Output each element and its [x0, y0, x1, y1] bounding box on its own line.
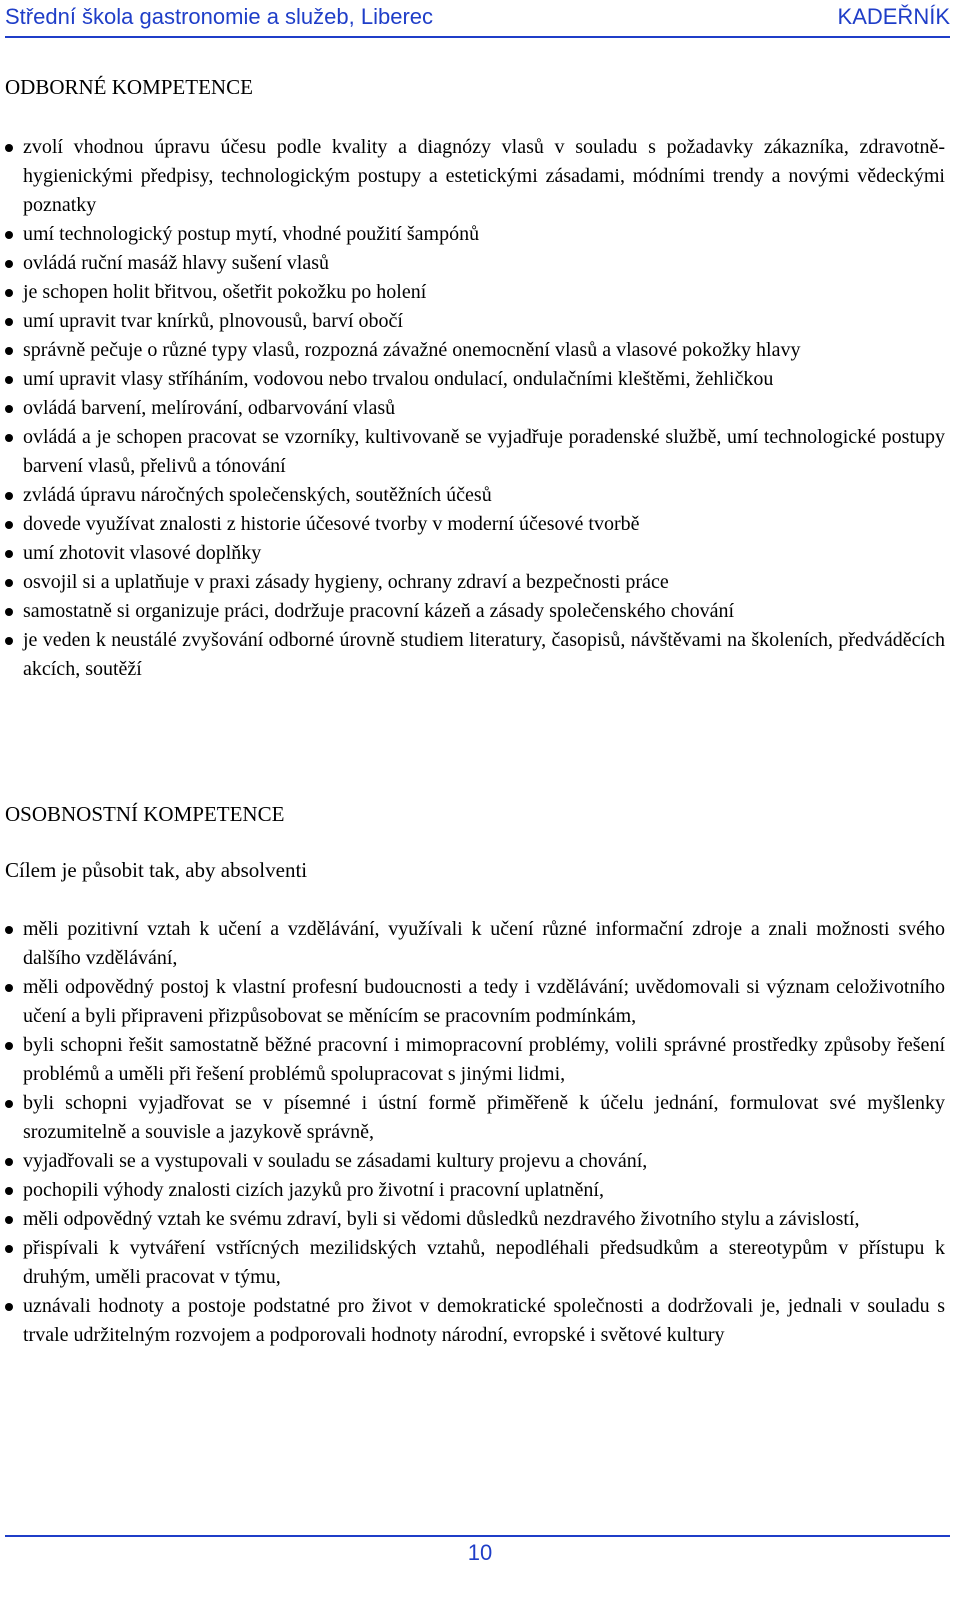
list-item: [0, 973, 945, 1031]
bullet-icon: [5, 492, 13, 500]
bullet-icon: [5, 1100, 13, 1108]
page-number: 10: [467, 1540, 493, 1565]
list-item-text: dovede využívat znalosti z historie účesové tvorby v moderní účesové tvorbě: [23, 513, 640, 535]
list-item: [0, 394, 945, 423]
list-item: [0, 539, 945, 568]
personal-list: [0, 915, 945, 1350]
list-item: [0, 915, 945, 973]
list-item-text: samostatně si organizuje práci, dodržuje pracovní kázeň a zásady společenského chování: [23, 600, 735, 622]
bullet-icon: [5, 579, 13, 587]
list-item-text: měli pozitivní vztah k učení a vzdělávání, využívali k učení různé informační zdroje a znali možnosti svého dalšího vzdělávání,: [23, 918, 945, 969]
list-item-text: ovládá a je schopen pracovat se vzorníky, kultivovaně se vyjadřuje poradenské službě, umí technologické postupy barvení vlasů, přelivů a tónování: [23, 426, 945, 477]
list-item-text: správně pečuje o různé typy vlasů, rozpozná závažné onemocnění vlasů a vlasové pokožky hlavy: [23, 339, 801, 361]
list-item-text: zvolí vhodnou úpravu účesu podle kvality a diagnózy vlasů v souladu s požadavky zákazníka, zdravotně-hygienickými předpisy, technologickým postupy a estetickými zásadami, módními trendy a novými vědeckými poznatky: [23, 136, 945, 216]
bullet-icon: [5, 1158, 13, 1166]
bullet-icon: [5, 231, 13, 239]
field-name: KADEŘNÍK: [837, 4, 950, 29]
bullet-icon: [5, 1216, 13, 1224]
list-item: [0, 278, 945, 307]
personal-heading: OSOBNOSTNÍ KOMPETENCE: [5, 802, 285, 826]
list-item-text: uznávali hodnoty a postoje podstatné pro život v demokratické společnosti a dodržovali je, jednali v souladu s trvale udržitelným rozvojem a podporovali hodnoty národní, evropské i světové kultury: [23, 1295, 945, 1346]
bullet-icon: [5, 405, 13, 413]
list-item: [0, 1147, 945, 1176]
list-item-text: přispívali k vytváření vstřícných mezilidských vztahů, nepodléhali předsudkům a stereotypům v přístupu k druhým, uměli pracovat v týmu,: [23, 1237, 945, 1288]
list-item: [0, 249, 945, 278]
bullet-icon: [5, 1303, 13, 1311]
list-item-text: umí upravit tvar knírků, plnovousů, barví obočí: [23, 310, 403, 332]
professional-list: [0, 133, 945, 684]
list-item: [0, 1176, 945, 1205]
header-rule: [5, 36, 950, 38]
list-item-text: byli schopni vyjadřovat se v písemné i ústní formě přiměřeně k účelu jednání, formulovat své myšlenky srozumitelně a souvisle a jazykově správně,: [23, 1092, 945, 1143]
list-item: [0, 1089, 945, 1147]
list-item-text: umí technologický postup mytí, vhodné použití šampónů: [23, 223, 480, 245]
bullet-icon: [5, 637, 13, 645]
list-item: [0, 1292, 945, 1350]
footer-rule: [5, 1535, 950, 1537]
list-item-text: zvládá úpravu náročných společenských, soutěžních účesů: [23, 484, 492, 506]
list-item-text: osvojil si a uplatňuje v praxi zásady hygieny, ochrany zdraví a bezpečnosti práce: [23, 571, 669, 593]
bullet-icon: [5, 608, 13, 616]
list-item: [0, 568, 945, 597]
list-item-text: umí upravit vlasy stříháním, vodovou nebo trvalou ondulací, ondulačními kleštěmi, žehličkou: [23, 368, 774, 390]
bullet-icon: [5, 376, 13, 384]
list-item: [0, 365, 945, 394]
list-item: [0, 626, 945, 684]
list-item: [0, 1234, 945, 1292]
list-item-text: byli schopni řešit samostatně běžné pracovní i mimopracovní problémy, volili správné prostředky způsoby řešení problémů a uměli při řešení problémů spolupracovat s jinými lidmi,: [23, 1034, 945, 1085]
bullet-icon: [5, 521, 13, 529]
list-item: [0, 1031, 945, 1089]
bullet-icon: [5, 434, 13, 442]
bullet-icon: [5, 289, 13, 297]
list-item-text: je schopen holit břitvou, ošetřit pokožku po holení: [23, 281, 427, 303]
list-item-text: umí zhotovit vlasové doplňky: [23, 542, 262, 564]
list-item-text: pochopili výhody znalosti cizích jazyků pro životní i pracovní uplatnění,: [23, 1179, 604, 1201]
bullet-icon: [5, 1187, 13, 1195]
bullet-icon: [5, 260, 13, 268]
list-item: [0, 336, 945, 365]
list-item-text: je veden k neustálé zvyšování odborné úrovně studiem literatury, časopisů, návštěvami na školeních, předváděcích akcích, soutěží: [23, 629, 945, 680]
list-item: [0, 510, 945, 539]
list-item: [0, 1205, 945, 1234]
list-item: [0, 307, 945, 336]
bullet-icon: [5, 550, 13, 558]
bullet-icon: [5, 347, 13, 355]
list-item: [0, 133, 945, 220]
list-item-text: měli odpovědný vztah ke svému zdraví, byli si vědomi důsledků nezdravého životního stylu a závislostí,: [23, 1208, 860, 1230]
list-item-text: měli odpovědný postoj k vlastní profesní budoucnosti a tedy i vzdělávání; uvědomovali si význam celoživotního učení a byli připraveni přizpůsobovat se měnícím se pracovním podmínkám,: [23, 976, 945, 1027]
bullet-icon: [5, 144, 13, 152]
professional-heading: ODBORNÉ KOMPETENCE: [5, 75, 253, 99]
bullet-icon: [5, 1042, 13, 1050]
bullet-icon: [5, 1245, 13, 1253]
list-item: [0, 220, 945, 249]
personal-intro: Cílem je působit tak, aby absolventi: [5, 858, 308, 882]
bullet-icon: [5, 926, 13, 934]
bullet-icon: [5, 984, 13, 992]
page-header: [5, 0, 950, 38]
list-item: [0, 597, 945, 626]
list-item-text: ovládá ruční masáž hlavy sušení vlasů: [23, 252, 330, 274]
list-item: [0, 423, 945, 481]
school-name: Střední škola gastronomie a služeb, Liberec: [5, 4, 434, 29]
bullet-icon: [5, 318, 13, 326]
list-item-text: ovládá barvení, melírování, odbarvování vlasů: [23, 397, 396, 419]
list-item: [0, 481, 945, 510]
list-item-text: vyjadřovali se a vystupovali v souladu se zásadami kultury projevu a chování,: [23, 1150, 648, 1172]
